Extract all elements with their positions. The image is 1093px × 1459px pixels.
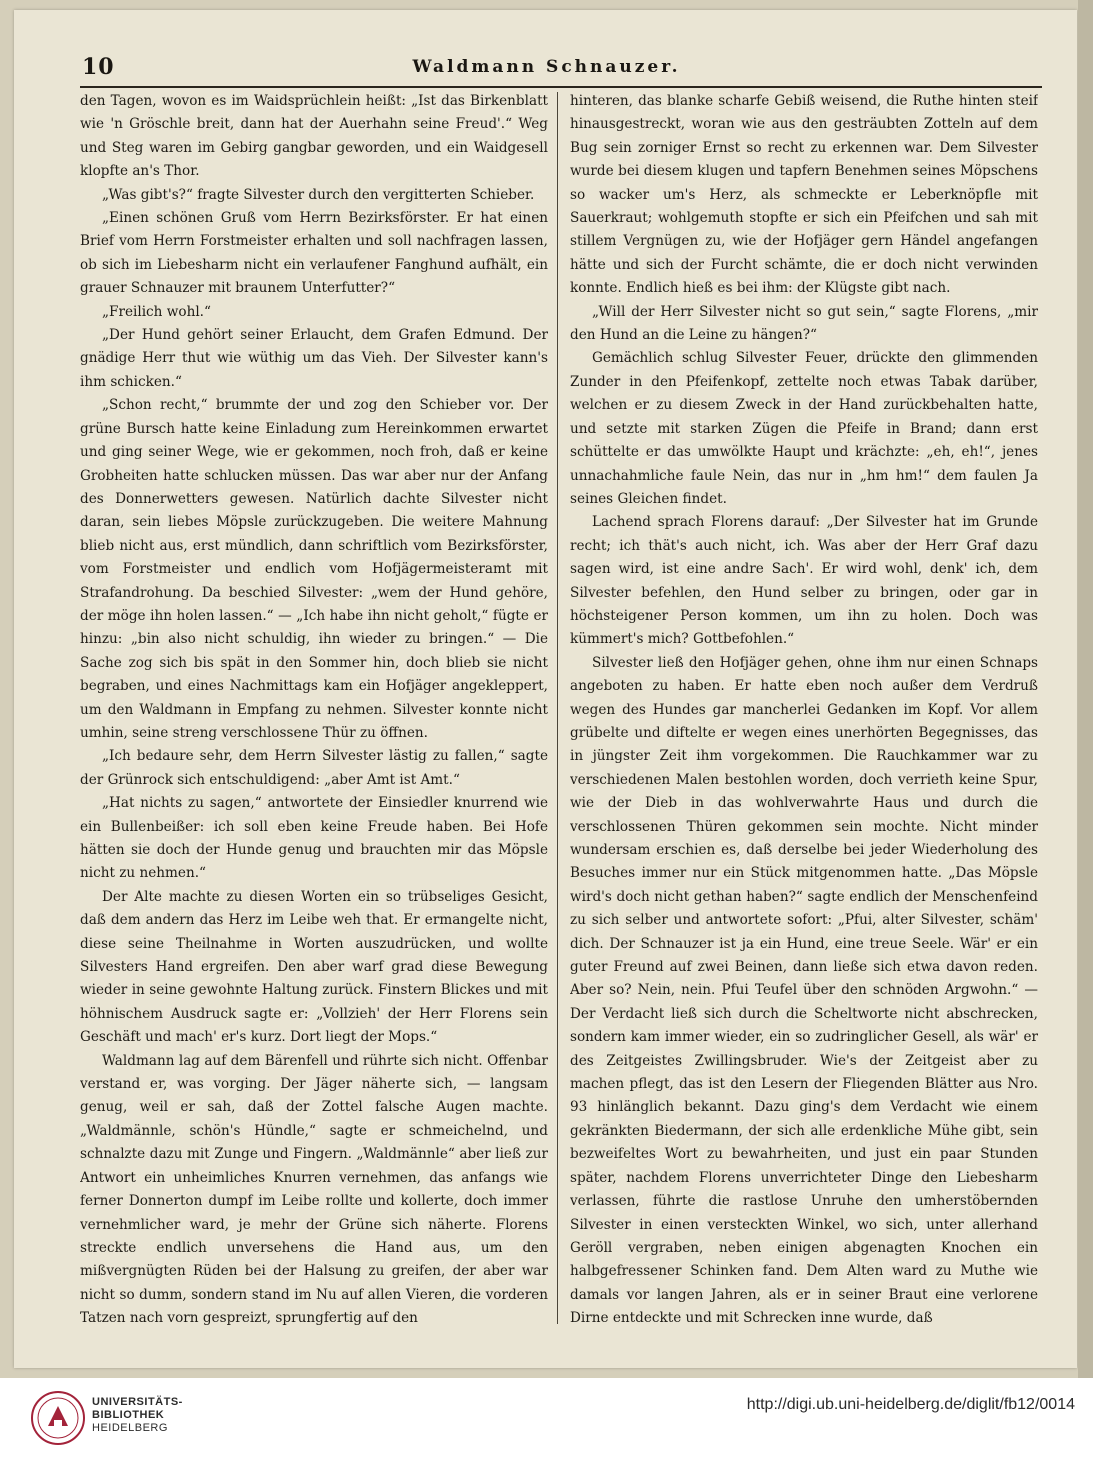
paragraph: „Ich bedaure sehr, dem Herrn Silvester lästig zu fallen,“ sagte der Grünrock sich entschuldigend: „aber Amt ist Amt.“ (80, 748, 548, 788)
running-title: Waldmann Schnauzer. (412, 57, 681, 77)
paragraph: „Will der Herr Silvester nicht so gut sein,“ sagte Florens, „mir den Hund an die Leine zu hängen?“ (570, 303, 1038, 344)
permalink-url[interactable]: http://digi.ub.uni-heidelberg.de/diglit/fb12/0014 (746, 1396, 1075, 1413)
paragraph: den Tagen, wovon es im Waidsprüchlein heißt: „Ist das Birkenblatt wie 'n Gröschle breit, dann hat der Auerhahn seine Freud'.“ Weg und Steg waren im Gebirg gangbar geworden, und ein Waidgesell klopfte an's Thor. (80, 93, 548, 180)
header-rule (80, 86, 1042, 88)
paragraph: „Freilich wohl.“ (102, 303, 211, 320)
library-name-line: BIBLIOTHEK (92, 1409, 165, 1421)
paragraph: Silvester ließ den Hofjäger gehen, ohne ihm nur einen Schnaps angeboten zu haben. Er hatte eben noch außer dem Verdruß wegen des Hundes gar mancherlei Gedanken im Kopf. Vor allem grübelte und diftelte er wegen eines unerhörten Begegnisses, das in jüngster Zeit ihm vorgekommen. Die Rauchkammer war zu verschiedenen Malen bestohlen worden, doch verrieth keine Spur, wie der Dieb in das wohlverwahrte Haus und durch die verschlossenen Thüren gekommen sein mochte. Nicht minder wundersam erschien es, daß derselbe bei jeder Wiederholung des Besuches immer nur ein Stück mitgenommen hatte. „Das Möpsle wird's doch nicht gethan haben?“ sagte endlich der Menschenfeind zu sich selber und antwortete sofort: „Pfui, alter Silvester, schäm' dich. Der Schnauzer ist ja ein Hund, eine treue Seele. Wär' er ein guter Freund auf zwei Beinen, dann ließe sich etwa davon reden. Aber so? Nein, nein. Pfui Teufel über den schnöden Argwohn.“ — Der Verdacht ließ sich durch die Scheltworte nicht abschrecken, sondern kam immer wieder, ein so zudringlicher Gesell, als wär' er des Zeitgeistes Zwillingsbruder. Wie's der Zeitgeist aber zu machen pflegt, das ist den Lesern der Fliegenden Blätter aus Nro. 93 hinlänglich bekannt. Dazu ging's dem Verdacht wie einem gekränkten Biedermann, der sich alle erdenkliche Mühe gibt, sein bezweifeltes Wort zu bewahrheiten, und just ein paar Stunden später, nachdem Florens unverrichteter Dinge den Liebesharm verlassen, führte die rastlose Unruhe den umherstöbernden Silvester in einen versteckten Winkel, wo sich, unter allerhand Geröll vergraben, neben einigen abgenagten Knochen ein halbgefressener Schinken fand. Dem Alten ward zu Muthe wie damals vor langen Jahren, als er in seiner Braut eine verlorene Dirne entdeckte und mit Schrecken inne wurde, daß (570, 654, 1038, 1326)
paragraph: „Der Hund gehört seiner Erlaucht, dem Grafen Edmund. Der gnädige Herr thut wie wüthig um das Vieh. Der Silvester kann's ihm schicken.“ (80, 327, 548, 390)
paragraph: Gemächlich schlug Silvester Feuer, drückte den glimmenden Zunder in den Pfeifenkopf, zettelte noch etwas Tabak darüber, welchen er zu diesem Zweck in der Hand zurückbehalten hatte, und setzte mit starken Zügen die Pfeife in Brand; dann erst schüttelte er das umwölkte Haupt und krächzte: „eh, eh!“, jenes unnachahmliche faule Nein, das nur in „hm hm!“ dem faulen Ja seines Gleichen findet. (570, 350, 1038, 507)
page-edge (1078, 0, 1093, 1378)
column-divider (557, 92, 558, 1324)
paragraph: „Schon recht,“ brummte der und zog den Schieber vor. Der grüne Bursch hatte keine Einladung zum Hereinkommen erwartet und ging seiner Wege, wie er gekommen, noch froh, daß er keine Grobheiten hatte schlucken müssen. Das war aber nur der Anfang des Donnerwetters gewesen. Natürlich dachte Silvester nicht daran, sein liebes Möpsle zurückzugeben. Die weitere Mahnung blieb nicht aus, erst mündlich, dann schriftlich vom Bezirksförster, vom Forstmeister und endlich vom Hofjägermeisteramt mit Strafandrohung. Da beschied Silvester: „wem der Hund gehöre, der möge ihn holen lassen.“ — „Ich habe ihn nicht geholt,“ fügte er hinzu: „bin also nicht schuldig, ihn wieder zu bringen.“ — Die Sache zog sich bis spät in den Sommer hin, doch blieb sie nicht begraben, und eines Nachmittags kam ein Hofjäger angekleppert, um den Waldmann in Empfang zu nehmen. Silvester konnte nicht umhin, seine streng verschlossene Thür zu öffnen. (80, 397, 548, 741)
left-column (80, 90, 548, 1326)
university-seal-icon[interactable] (30, 1390, 86, 1446)
right-column (570, 90, 1038, 1326)
paragraph: „Hat nichts zu sagen,“ antwortete der Einsiedler knurrend wie ein Bullenbeißer: ich soll eben keine Freude haben. Bei Hofe hätten sie doch der Hunde genug und brauchten mir das Möpsle nicht zu nehmen.“ (80, 795, 548, 882)
page-number: 10 (82, 54, 115, 80)
paragraph: „Einen schönen Gruß vom Herrn Bezirksförster. Er hat einen Brief vom Herrn Forstmeister erhalten und soll nachfragen lassen, ob sich im Liebesharm nicht ein verlaufener Fanghund aufhält, ein grauer Schnauzer mit braunem Unterfutter?“ (80, 210, 548, 297)
paragraph: hinteren, das blanke scharfe Gebiß weisend, die Ruthe hinten steif hinausgestreckt, woran wie aus den gesträubten Zotteln auf dem Bug sein zorniger Ernst so recht zu erkennen war. Dem Silvester wurde bei diesem klugen und tapfern Benehmen seines Möpschens so wacker um's Herz, als schmeckte er Leberknöpfle mit Sauerkraut; wohlgemuth stopfte er sich ein Pfeifchen und sah mit stillem Vergnügen zu, wie der Hofjäger gern Händel angefangen hätte und sich der Furcht schämte, die er doch nicht verwinden konnte. Endlich hieß es bei ihm: der Klügste gibt nach. (570, 93, 1038, 297)
paragraph: Lachend sprach Florens darauf: „Der Silvester hat im Grunde recht; ich thät's auch nicht, ich. Was aber der Herr Graf dazu sagen wird, ist eine andre Sach'. Er wird wohl, denk' ich, dem Silvester befehlen, den Hund selber zu bringen, oder gar in höchsteigener Person kommen, um ihn zu holen. Doch was kümmert's mich? Gottbefohlen.“ (570, 514, 1038, 648)
library-name-line: HEIDELBERG (92, 1422, 168, 1434)
library-name[interactable] (92, 1396, 183, 1435)
library-name-line: UNIVERSITÄTS- (92, 1396, 183, 1408)
paragraph: „Was gibt's?“ fragte Silvester durch den vergitterten Schieber. (102, 186, 535, 203)
paragraph: Der Alte machte zu diesen Worten ein so trübseliges Gesicht, daß dem andern das Herz im Leibe weh that. Er ermangelte nicht, diese seine Theilnahme in Worten auszudrücken, und wollte Silvesters Hand ergreifen. Den aber warf grad diese Bewegung wieder in seine gewohnte Haltung zurück. Finstern Blickes und mit höhnischem Ausdruck sagte er: „Vollzieh' der Herr Florens sein Geschäft und mach' er's kurz. Dort liegt der Mops.“ (80, 888, 548, 1046)
paragraph: Waldmann lag auf dem Bärenfell und rührte sich nicht. Offenbar verstand er, was vorging. Der Jäger näherte sich, — langsam genug, weil er sah, daß der Zottel falsche Augen machte. „Waldmännle, schön's Hündle,“ sagte er schmeichelnd, und schnalzte dazu mit Zunge und Fingern. „Waldmännle“ aber ließ zur Antwort ein unheimliches Knurren vernehmen, das anfangs wie ferner Donnerton dumpf im Leibe rollte und kollerte, doch immer vernehmlicher ward, je mehr der Grüne sich näherte. Florens streckte endlich unversehens die Hand aus, um den mißvergnügten Rüden bei der Halsung zu greifen, der aber war nicht so dumm, sondern stand im Nu auf allen Vieren, die vorderen Tatzen nach vorn gespreizt, sprungfertig auf den (80, 1052, 548, 1326)
